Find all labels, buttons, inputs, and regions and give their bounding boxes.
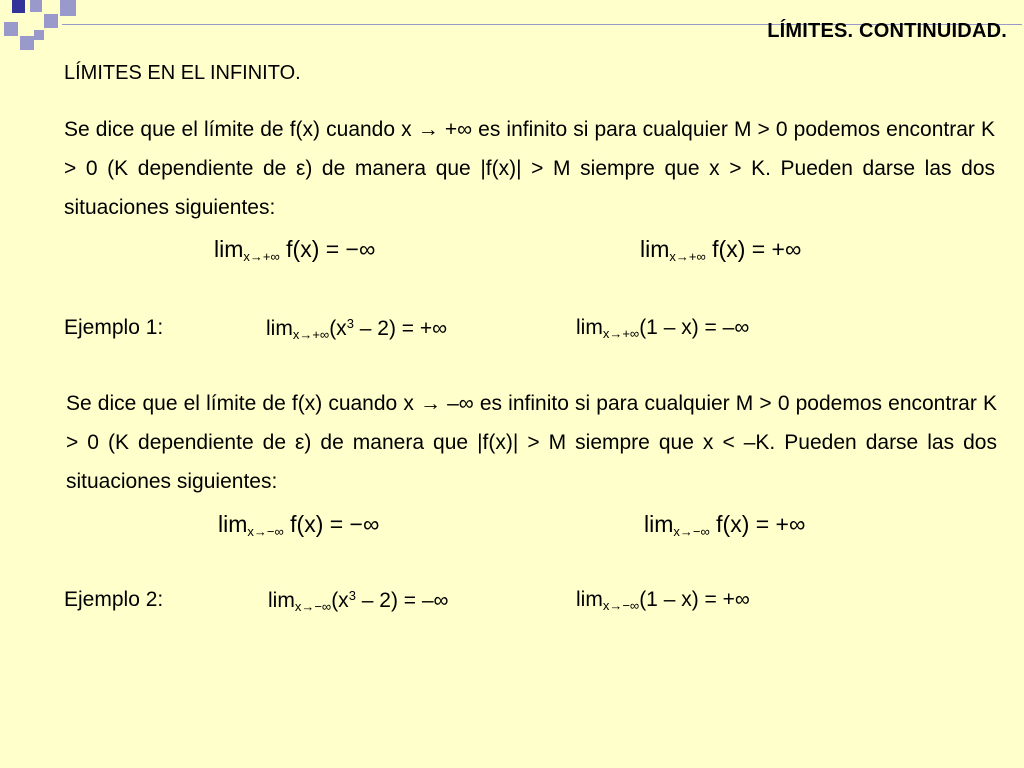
- expr-post: – 2) = +∞: [353, 317, 448, 340]
- deco-square: [44, 14, 58, 28]
- deco-square: [60, 0, 76, 16]
- lim-subscript: x→−∞: [247, 524, 284, 539]
- definition-paragraph-minus-infinity: Se dice que el límite de f(x) cuando x → –∞ es infinito si para cualquier M > 0 podemos encontrar K > 0 (K dependiente de ε) de manera que |f(x)| > M siempre que x < –K. Pueden darse las dos situaciones siguientes:: [66, 392, 997, 493]
- deco-square: [30, 0, 42, 12]
- slide-title: LÍMITES. CONTINUIDAD.: [767, 20, 1007, 42]
- lim-text: lim: [268, 589, 295, 612]
- example-formula: [266, 316, 447, 342]
- example-label: Ejemplo 1:: [64, 316, 164, 339]
- expr-pre: (1 – x) = +∞: [639, 588, 750, 611]
- lim-subscript: x→−∞: [673, 524, 710, 539]
- lim-subscript: x→+∞: [669, 249, 706, 264]
- formula-expression: f(x) = +∞: [705, 236, 802, 262]
- formula-expression: f(x) = −∞: [283, 511, 380, 537]
- formula-limit-minus-infinity-2: [218, 511, 379, 539]
- lim-subscript: x→+∞: [292, 327, 330, 342]
- example-label: Ejemplo 2:: [64, 588, 164, 611]
- deco-square: [12, 0, 25, 13]
- deco-square: [34, 30, 44, 40]
- formula-limit-plus-infinity-2: [644, 511, 805, 539]
- section-title: LÍMITES EN EL INFINITO.: [64, 62, 301, 84]
- lim-text: lim: [214, 236, 244, 262]
- lim-text: lim: [644, 511, 674, 537]
- example-formula: [268, 588, 449, 614]
- lim-subscript: x→−∞: [602, 598, 640, 613]
- exponent: 3: [346, 316, 354, 331]
- deco-square: [20, 36, 34, 50]
- example-formula: [576, 588, 750, 613]
- lim-subscript: x→+∞: [602, 326, 640, 341]
- expr-pre: (1 – x) = –∞: [639, 316, 750, 339]
- expr-pre: (x: [331, 589, 349, 612]
- formula-expression: f(x) = −∞: [279, 236, 376, 262]
- definition-paragraph-plus-infinity: Se dice que el límite de f(x) cuando x → +∞ es infinito si para cualquier M > 0 podemos encontrar K > 0 (K dependiente de ε) de manera que |f(x)| > M siempre que x > K. Pueden darse las dos situaciones siguientes:: [64, 118, 995, 219]
- expr-pre: (x: [329, 317, 347, 340]
- lim-subscript: x→+∞: [243, 249, 280, 264]
- exponent: 3: [348, 588, 356, 603]
- lim-text: lim: [576, 316, 603, 339]
- lim-text: lim: [266, 317, 293, 340]
- formula-expression: f(x) = +∞: [709, 511, 806, 537]
- formula-limit-minus-infinity: [214, 236, 375, 264]
- expr-post: – 2) = –∞: [355, 589, 449, 612]
- deco-square: [4, 22, 18, 36]
- corner-decoration: [0, 0, 80, 60]
- lim-text: lim: [576, 588, 603, 611]
- lim-subscript: x→−∞: [294, 599, 332, 614]
- formula-limit-plus-infinity: [640, 236, 801, 264]
- lim-text: lim: [640, 236, 670, 262]
- example-formula: [576, 316, 749, 341]
- lim-text: lim: [218, 511, 248, 537]
